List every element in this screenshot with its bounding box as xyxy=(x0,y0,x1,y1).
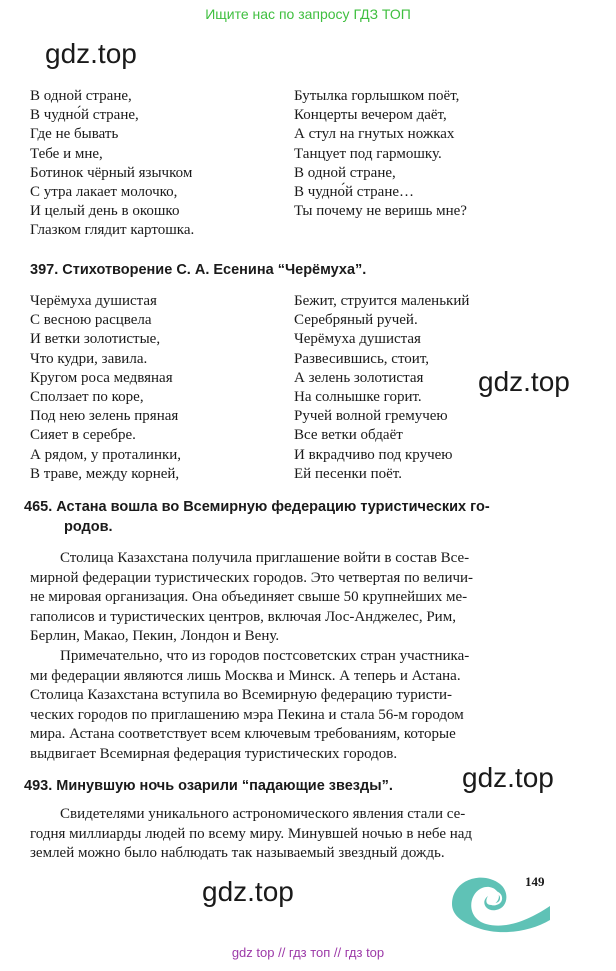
text-line: землей можно было наблюдать так называемый звездный дождь. xyxy=(30,845,445,862)
watermark-bottom: gdz.top xyxy=(202,876,294,907)
section-465-number: 465. xyxy=(24,499,53,515)
text-line: Серебряный ручей. xyxy=(294,312,418,329)
section-493-text xyxy=(30,805,472,864)
section-397-heading xyxy=(30,260,366,280)
footer-links[interactable]: gdz top // гдз топ // гдз top xyxy=(231,945,385,960)
text-line: Под нею зелень пряная xyxy=(30,408,179,425)
text-line: В чудно́й стране… xyxy=(294,183,415,200)
text-line: Концерты вечером даёт, xyxy=(294,107,447,124)
text-line: Где не бывать xyxy=(30,126,119,143)
text-line: Столица Казахстана вступила во Всемирную федерацию туристи- xyxy=(30,687,452,704)
text-line: Танцует под гармошку. xyxy=(294,145,442,162)
section-493-number: 493. xyxy=(24,778,53,794)
section-465-heading xyxy=(24,497,490,537)
text-line: И вкрадчиво под кручею xyxy=(294,446,453,463)
text-line: Бутылка горлышком поёт, xyxy=(294,88,460,104)
text-line: Ей песенки поёт. xyxy=(294,465,402,482)
text-line: В траве, между корней, xyxy=(30,465,180,482)
text-line: В чудно́й стране, xyxy=(30,107,139,124)
text-line: ческих городов по приглашению мэра Пекина и стала 56-м городом xyxy=(30,706,464,723)
watermark-right-lower: gdz.top xyxy=(462,762,554,793)
text-line: Все ветки обдаёт xyxy=(294,427,403,444)
text-line: А рядом, у проталинки, xyxy=(30,446,182,463)
text-line: В одной стране, xyxy=(30,88,132,104)
poem1-left-column xyxy=(30,87,194,241)
section-465-title-line1: Астана вошла во Всемирную федерацию туристических го- xyxy=(56,499,490,515)
text-line: Свидетелями уникального астрономического явления стали се- xyxy=(60,806,466,822)
text-line: С утра лакает молочко, xyxy=(30,183,178,200)
text-line: годня миллиарды людей по всему миру. Минувшей ночью в небе над xyxy=(30,825,473,842)
text-line: Кругом роса медвяная xyxy=(30,369,173,386)
watermark-top-left: gdz.top xyxy=(45,38,137,69)
text-line: мирной федерации туристических городов. Это четвертая по величи- xyxy=(30,569,474,586)
text-line: А стул на гнутых ножках xyxy=(294,126,455,143)
top-banner[interactable]: Ищите нас по запросу ГДЗ ТОП xyxy=(205,6,411,22)
section-493-heading xyxy=(24,776,393,796)
text-line: На солнышке горит. xyxy=(294,388,422,405)
poem1-right-column xyxy=(294,87,467,221)
text-line: И целый день в окошко xyxy=(30,203,180,220)
section-465-title-line2: родов. xyxy=(64,519,113,535)
text-line: Сияет в серебре. xyxy=(30,427,136,444)
text-line: Бежит, струится маленький xyxy=(294,293,470,309)
text-line: Глазком глядит картошка. xyxy=(30,222,195,239)
section-397-number: 397. xyxy=(30,262,59,278)
text-line: И ветки золотистые, xyxy=(30,331,161,348)
text-line: Сползает по коре, xyxy=(30,388,144,405)
poem2-left-column xyxy=(30,292,181,484)
text-line: выдвигает Всемирная федерация туристических городов. xyxy=(30,745,398,762)
text-line: мира. Астана соответствует всем ключевым требованиям, которые xyxy=(30,726,456,743)
text-line: Что кудри, завила. xyxy=(30,350,148,367)
text-line: Берлин, Макао, Пекин, Лондон и Вену. xyxy=(30,628,280,645)
section-493-title: Минувшую ночь озарили “падающие звезды”. xyxy=(56,778,393,794)
text-line: А зелень золотистая xyxy=(294,369,424,386)
text-line: ми федерации являются лишь Москва и Минск. А теперь и Астана. xyxy=(30,667,461,684)
section-397-title: Стихотворение С. А. Есенина “Черёмуха”. xyxy=(62,262,367,278)
page-number: 149 xyxy=(525,874,545,889)
decorative-swirl-icon xyxy=(446,866,554,936)
text-line: гаполисов и туристических центров, включая Лос-Анджелес, Рим, xyxy=(30,608,456,625)
text-line: Столица Казахстана получила приглашение войти в состав Все- xyxy=(60,550,470,566)
text-line: Тебе и мне, xyxy=(30,145,103,162)
text-line: Ты почему не веришь мне? xyxy=(294,203,467,220)
text-line: Черёмуха душистая xyxy=(294,331,421,348)
text-line: Ручей волной гремучею xyxy=(294,408,448,425)
text-line: Черёмуха душистая xyxy=(30,293,157,309)
poem2-right-column xyxy=(294,292,469,484)
text-line: Развесившись, стоит, xyxy=(294,350,430,367)
section-465-text xyxy=(30,549,473,765)
text-line: В одной стране, xyxy=(294,164,396,181)
text-line: Примечательно, что из городов постсоветских стран участника- xyxy=(60,647,470,664)
text-line: С весною расцвела xyxy=(30,312,152,329)
text-line: не мировая организация. Она объединяет свыше 50 крупнейших ме- xyxy=(30,589,468,606)
watermark-right-middle: gdz.top xyxy=(478,366,570,397)
text-line: Ботинок чёрный язычком xyxy=(30,164,193,181)
